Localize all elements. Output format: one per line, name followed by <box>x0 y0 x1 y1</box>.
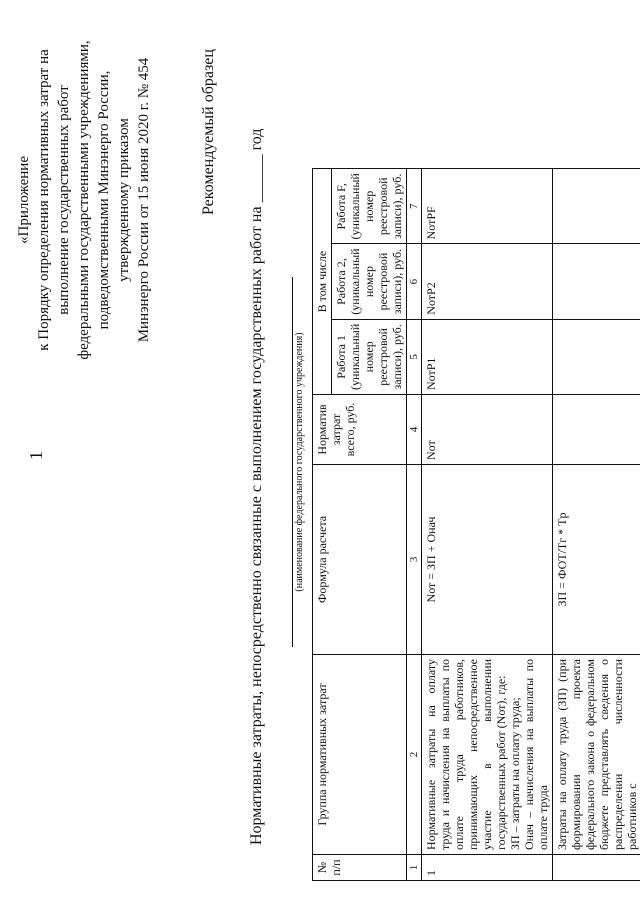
column-number: 5 <box>407 319 422 394</box>
row-num <box>553 855 640 881</box>
table-row <box>553 169 640 881</box>
row-work-1: NотP1 <box>422 319 553 394</box>
row-work-2: NотP2 <box>422 244 553 319</box>
row-norm-total <box>553 395 640 465</box>
row-group: Затраты на оплату труда (ЗП) (при формировании проекта федерального закона о федеральном бюджете представлять сведения о распределении численности работников с <box>553 655 640 855</box>
header-norm-total: Норматив затрат всего, руб. <box>313 395 407 465</box>
appendix-line: к Порядку определения нормативных затрат на <box>36 49 52 351</box>
row-group-item: Oнач – начисления на выплаты по оплате труда <box>522 659 550 850</box>
organization-name-line <box>292 277 293 647</box>
table-row <box>422 169 553 881</box>
header-work-2: Работа 2, (уникальный номер реестровой записи), руб. <box>332 244 407 319</box>
row-num: 1 <box>422 855 553 881</box>
row-group-item: ЗП – затраты на оплату труда; <box>508 697 522 850</box>
header-including: В том числе <box>313 169 332 395</box>
column-number-row <box>407 169 422 881</box>
column-number: 3 <box>407 465 422 655</box>
appendix-line: выполнение государственных работ <box>56 85 72 315</box>
header-num: № п/п <box>313 855 407 881</box>
row-group-main: Нормативные затраты на оплату труда и начисления на выплаты по оплате труда работников, принимающих непосредственное участие в выполнении государственных работ (Nот), где: <box>424 659 508 850</box>
column-number: 1 <box>407 855 422 881</box>
header-work-1: Работа 1 (уникальный номер реестровой записи), руб. <box>332 319 407 394</box>
appendix-line: Минэнерго России от 15 июня 2020 г. № 454 <box>136 57 152 343</box>
appendix-line: утвержденному приказом <box>116 118 132 282</box>
row-group <box>422 655 553 855</box>
column-number: 7 <box>407 169 422 244</box>
recommended-sample-label: Рекомендуемый образец <box>200 49 217 215</box>
header-group: Группа нормативных затрат <box>313 655 407 855</box>
row-formula: ЗП = ФОТ/Tг * Tр <box>553 465 640 655</box>
appendix-line: подведомственными Минэнерго России, <box>96 70 112 330</box>
row-work-2 <box>553 244 640 319</box>
row-work-1 <box>553 319 640 394</box>
column-number: 6 <box>407 244 422 319</box>
normative-costs-table <box>312 168 640 881</box>
column-number: 2 <box>407 655 422 855</box>
appendix-line: федеральными государственными учреждениями, <box>76 40 92 360</box>
header-formula: Формула расчета <box>313 465 407 655</box>
row-work-f: NотPF <box>422 169 553 244</box>
page-number: 1 <box>26 451 46 460</box>
document-title: Нормативные затраты, непосредственно связанные с выполнением государственных работ на ______ год <box>248 128 265 845</box>
header-work-f: Работа F, (уникальный номер реестровой записи), руб. <box>332 169 407 244</box>
column-number: 4 <box>407 395 422 465</box>
row-norm-total: Nот <box>422 395 553 465</box>
appendix-header <box>14 20 154 380</box>
appendix-line: «Приложение <box>16 156 32 245</box>
row-work-f <box>553 169 640 244</box>
organization-caption: (наименование федерального государственного учреждения) <box>294 332 305 592</box>
row-formula: Nот = ЗП + Oнач <box>422 465 553 655</box>
